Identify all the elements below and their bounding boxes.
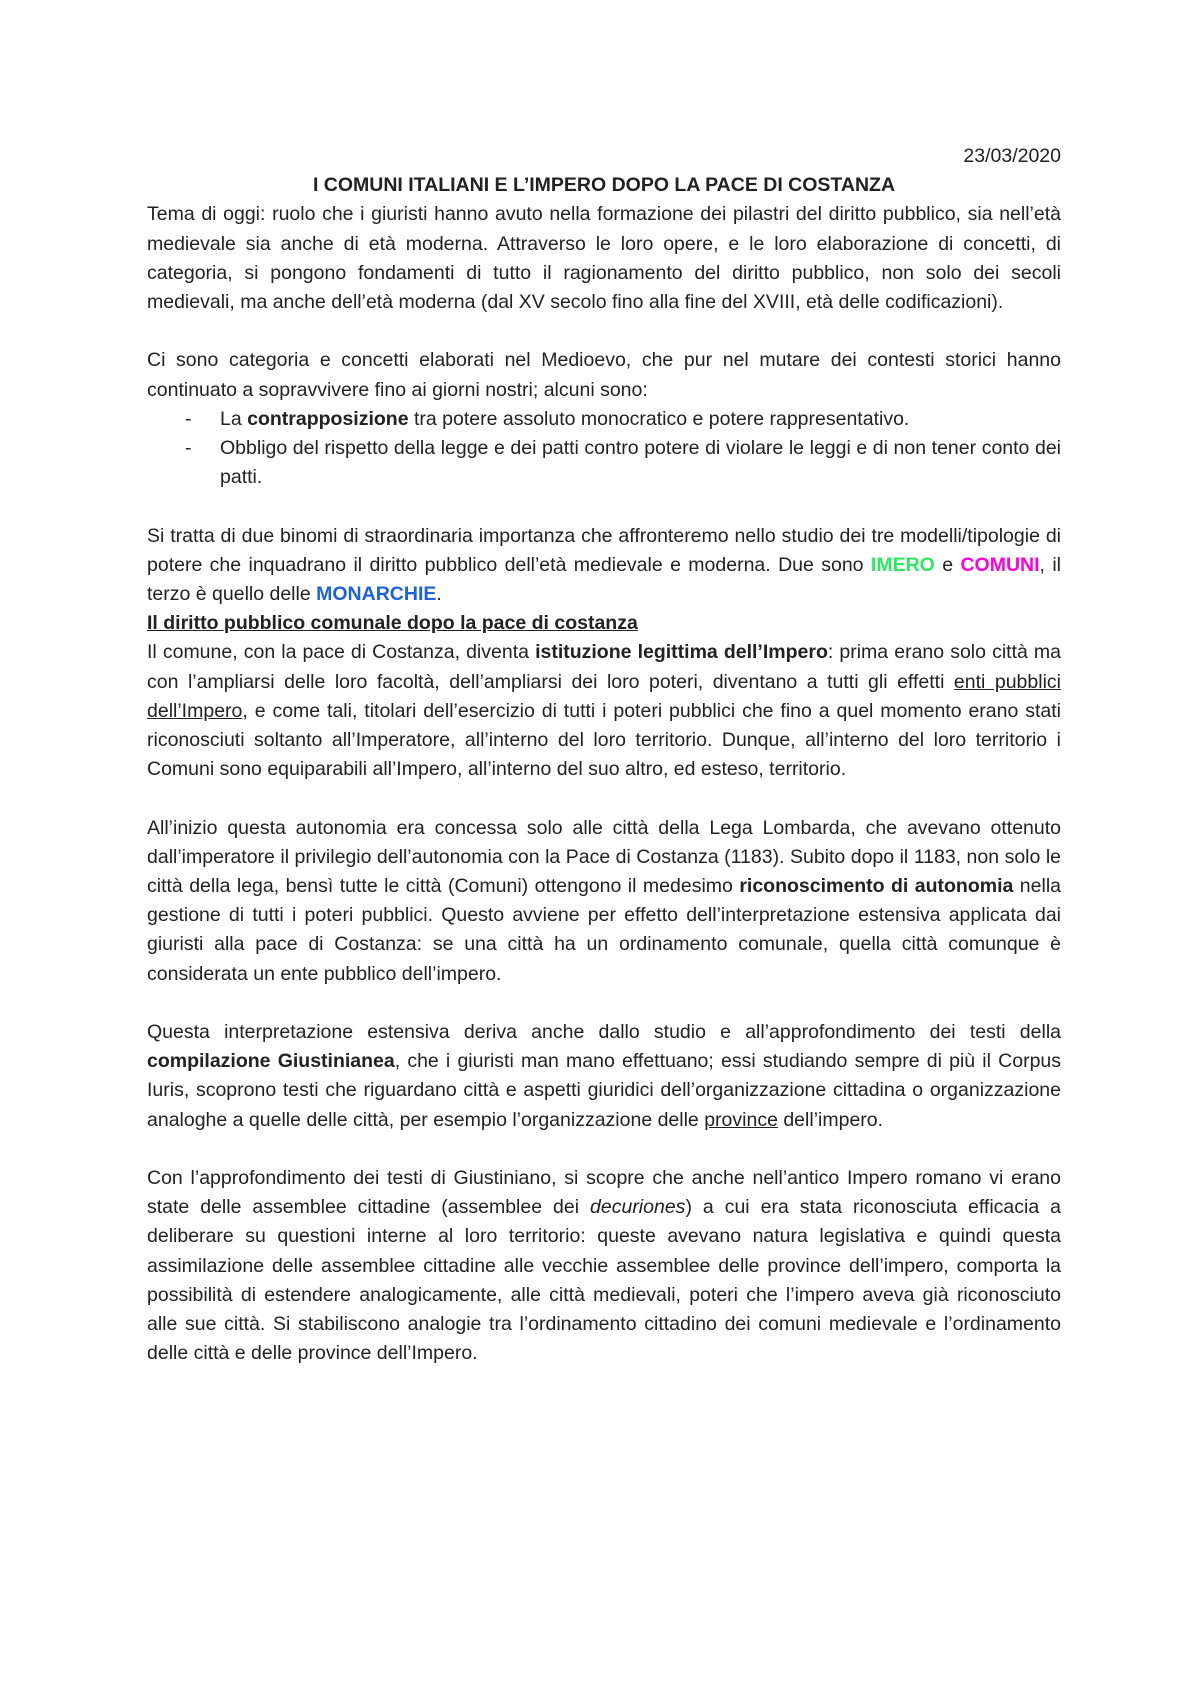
list-text: La: [220, 407, 248, 430]
paragraph-categories: Ci sono categoria e concetti elaborati nel Medioevo, che pur nel mutare dei contesti storici hanno continuato a sopravvivere fino ai giorni nostri; alcuni sono:: [147, 349, 1061, 401]
paragraph-text: Il comune, con la pace di Costanza, diventa: [147, 641, 536, 664]
list-bold-term: contrapposizione: [247, 407, 409, 430]
paragraph-text: ) a cui era stata riconosciuta efficacia a deliberare su questioni interne al loro territorio: queste avevano natura legislativa e quindi questa assimilazione delle assemblee cittadine alle vecchie assemblee delle province dell’impero, comporta la possibilità di estendere analogicamente, alle città medievali, poteri che l’impero aveva già riconosciuto alle sue città. Si stabiliscono analogie tra l’ordinamento cittadino dei comuni medievale e l’ordinamento delle città e delle province dell’Impero.: [147, 1196, 1062, 1365]
paragraph-giustiniano: [147, 1164, 1061, 1368]
list-item: [147, 405, 1061, 434]
dash-bullet: -: [185, 407, 192, 430]
paragraph-text: nella gestione di tutti i poteri pubblici. Questo avviene per effetto dell’interpretazione estensiva applicata dai giuristi alla pace di Costanza: se una città ha un ordinamento comunale, quella città comunque è considerata un ente pubblico dell’impero.: [147, 875, 1061, 985]
list-text: tra potere assoluto monocratico e potere rappresentativo.: [408, 407, 910, 430]
paragraph-comune: [147, 638, 1061, 784]
list-text: Obbligo del rispetto della legge e dei patti contro potere di violare le leggi e di non tener conto dei patti.: [220, 437, 1061, 489]
underlined-term: province: [704, 1108, 778, 1131]
paragraph-text: All’inizio questa autonomia era concessa solo alle città della Lega Lombarda, che avevano ottenuto dall’imperatore il privilegio dell’autonomia con la Pace di Costanza (1183). Subito dopo il 1183, non solo le città della lega, bensì tutte le città (Comuni) ottengono il medesimo: [147, 816, 1061, 898]
paragraph-autonomia: [147, 814, 1061, 989]
paragraph-text: : prima erano solo città ma con l’ampliarsi delle loro facoltà, dell’ampliarsi dei loro poteri, diventano a tutti gli effetti: [147, 641, 1062, 693]
section-heading: Il diritto pubblico comunale dopo la pace di costanza: [147, 612, 638, 635]
paragraph-text: e: [934, 553, 961, 576]
keyword-monarchie: MONARCHIE: [316, 583, 437, 606]
list-item: [147, 434, 1061, 492]
dash-bullet: -: [185, 437, 192, 460]
paragraph-intro: Tema di oggi: ruolo che i giuristi hanno avuto nella formazione dei pilastri del diritto pubblico, sia nell’età medievale sia anche di età moderna. Attraverso le loro opere, e le loro elaborazione di concetti, di categoria, si pongono fondamenti di tutto il ragionamento del diritto pubblico, non solo dei secoli medievali, ma anche dell’età moderna (dal XV secolo fino alla fine del XVIII, età delle codificazioni).: [147, 203, 1061, 314]
paragraph-text: , il terzo è quello delle: [147, 553, 1061, 606]
document-date: 23/03/2020: [963, 145, 1061, 167]
keyword-comuni: COMUNI: [960, 553, 1040, 576]
bold-term: riconoscimento di autonomia: [739, 875, 1014, 898]
keyword-imero: IMERO: [870, 553, 935, 576]
bold-term: istituzione legittima dell’Impero: [535, 641, 828, 664]
paragraph-text: Questa interpretazione estensiva deriva anche dallo studio e all’approfondimento dei testi della: [147, 1021, 1061, 1044]
paragraph-interpretazione: [147, 1018, 1061, 1135]
paragraph-binomi: [147, 522, 1061, 610]
underlined-term: enti pubblici dell’Impero: [147, 670, 1061, 722]
bold-term: compilazione Giustinianea: [147, 1050, 395, 1073]
paragraph-text: .: [436, 583, 442, 606]
document-title: I COMUNI ITALIANI E L’IMPERO DOPO LA PACE DI COSTANZA: [312, 174, 896, 197]
paragraph-text: , che i giuristi man mano effettuano; essi studiando sempre di più il Corpus Iuris, scoprono testi che riguardano città e aspetti giuridici dell’organizzazione cittadina o organizzazione analoghe a quelle delle città, per esempio l’organizzazione delle: [147, 1050, 1062, 1131]
paragraph-text: Si tratta di due binomi di straordinaria importanza che affronteremo nello studio dei tre modelli/tipologie di potere che inquadrano il diritto pubblico dell’età medievale e moderna. Due sono: [147, 524, 1061, 576]
paragraph-text: , e come tali, titolari dell’esercizio di tutti i poteri pubblici che fino a quel momento erano stati riconosciuti soltanto all’Imperatore, all’interno del loro territorio. Dunque, all’interno del loro territorio i Comuni sono equiparabili all’Impero, all’interno del suo altro, ed esteso, territorio.: [147, 699, 1061, 781]
paragraph-text: dell’impero.: [777, 1108, 884, 1131]
paragraph-text: Con l’approfondimento dei testi di Giustiniano, si scopre che anche nell’antico Impero romano vi erano state delle assemblee cittadine (assemblee dei: [147, 1167, 1061, 1219]
concepts-list: [147, 405, 1061, 493]
document-page: [147, 142, 1061, 1368]
italic-term: decuriones: [590, 1196, 686, 1219]
